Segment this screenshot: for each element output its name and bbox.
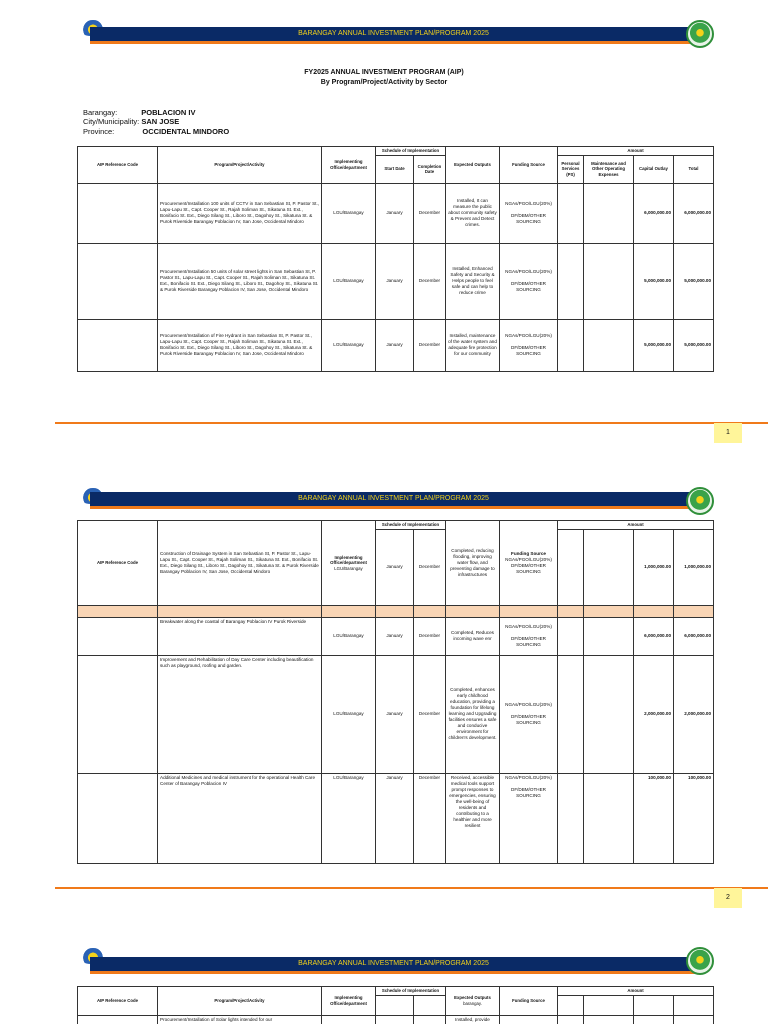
- table-row: [78, 183, 714, 243]
- funding-line-2: DF/DBM/OTHER SOURCING: [511, 345, 546, 356]
- header-office: Implementing Office/department: [322, 147, 376, 184]
- header-funding: Funding Source: [500, 987, 558, 1016]
- funding-line-2: DF/DBM/OTHER SOURCING: [511, 213, 546, 224]
- outputs-cell: Completed, Reduces incoming wave enr: [446, 617, 500, 655]
- header-funding: Funding Source: [511, 550, 546, 556]
- header-ps: Personal Services (PS): [558, 155, 584, 183]
- outputs-cell: Completed, enhances early childhood education, providing a foundation for lifelong learning and Upgrading facilities ensures a safe and conducive environment for children's development.: [446, 655, 500, 773]
- ppa-cell: Breakwater along the coastal of Barangay Poblacion IV Purok Riverside: [158, 617, 322, 655]
- funding-line-2: DF/DBM/OTHER SOURCING: [511, 714, 546, 725]
- header-schedule: Schedule of Implementation: [376, 521, 446, 530]
- sector-divider-row: [78, 605, 714, 617]
- office-cell: LGU/Barangay: [322, 617, 376, 655]
- start-cell: January: [376, 655, 414, 773]
- barangay-label: Barangay:: [83, 108, 118, 117]
- total-cell: 5,000,000.00: [674, 243, 714, 319]
- outputs-cell: Installed, maintenance of the water system and adequate fire protection for our community: [446, 319, 500, 371]
- capital-outlay-cell: 6,000,000.00: [634, 183, 674, 243]
- page-number: 2: [714, 888, 742, 908]
- page-2: [0, 470, 768, 885]
- header-co: Capital Outlay: [634, 155, 674, 183]
- total-cell: 100,000.00: [674, 773, 714, 863]
- outputs-cell: Installed, Enhanced Safety and Security & Helps people to feel safe and can help to reduce crime: [446, 243, 500, 319]
- funding-line-2: DF/DBM/OTHER SOURCING: [511, 636, 546, 647]
- capital-outlay-cell: 2,000,000.00: [634, 655, 674, 773]
- page-separator: [55, 422, 768, 424]
- start-cell: January: [376, 319, 414, 371]
- header-ppa: Program/Project/Activity: [158, 987, 322, 1016]
- funding-cell: [500, 243, 558, 319]
- municipal-seal-icon: [686, 20, 714, 48]
- funding-cell: [500, 183, 558, 243]
- header-amount: Amount: [558, 521, 714, 530]
- table-row: [78, 1015, 714, 1024]
- header-office-label: Implementing Office/department: [330, 554, 367, 565]
- total-cell: 6,000,000.00: [674, 617, 714, 655]
- end-cell: December: [414, 617, 446, 655]
- province-label: Province:: [83, 127, 115, 136]
- banner-underline: [90, 506, 697, 509]
- ppa-cell: Procurement/Installation of Fire Hydrant in San Sebastian St, P. Pastor St., Lapu-Lapu St., Capt. Cooper St., Rajah Soliman St., Sikatuna St. Ext., Bonifacio St. Ext., Diego Silang St., Liboro St., Dagohoy St., Sikatuna St. & Purok Riverside Barangay Poblacion IV, San Jose, Occidental Mindoro: [158, 319, 322, 371]
- ppa-cell: Procurement/Installation 50 units of solar street lights in San Sebastian St, P. Pastor St., Lapu-Lapu St., Capt. Cooper St., Rajah Soliman St., Sikatuna St. Ext., Bonifacio St. Ext., Diego Silang St., Liboro St., Dagohoy St., Sikatuna St. & Purok Riverside Barangay Poblacion IV, San Jose, Occidental Mindoro: [158, 243, 322, 319]
- page-separator: [55, 887, 768, 889]
- header-total: Total: [674, 155, 714, 183]
- header-aip-code: AIP Reference Code: [78, 147, 158, 184]
- header-amount: Amount: [558, 147, 714, 156]
- table-row: [78, 773, 714, 863]
- office-cell: LGU/Barangay: [334, 565, 363, 571]
- header-completion: Completion Date: [414, 155, 446, 183]
- funding-line-1: NGAs/PGO/LGU(20%): [505, 201, 552, 206]
- outputs-cell: Completed, reducing flooding, improving water flow, and preventing damage to infrastructures: [446, 521, 500, 606]
- city-line: [83, 117, 179, 126]
- outputs-cell: Installed, It can measure the public about community safety & Prevent and Detect crimes.: [446, 183, 500, 243]
- page-1: [0, 0, 768, 420]
- aip-table-page3: [77, 986, 714, 1024]
- header-start: Start Date: [376, 155, 414, 183]
- office-cell: LGU/Barangay: [322, 243, 376, 319]
- ppa-cell: Construction of Drainage System in San Sebastian St, P. Pastor St., Lapu-Lapu St., Capt. Cooper St., Rajah Soliman St., Sikatuna St. Ext., Bonifacio St. Ext., Diego Silang St., Liboro St., Dagohoy St., Sikatuna St. & Purok Riverside Barangay Poblacion IV, San Jose, Occidental Mindoro: [158, 521, 322, 606]
- end-cell: December: [414, 773, 446, 863]
- city-label: City/Municipality:: [83, 117, 140, 126]
- ppa-cell: Additional Medicines and medical instrument for the operational Health Care Center of Barangay Poblacion IV: [158, 773, 322, 863]
- funding-line-1: NGAs/PGO/LGU(20%): [505, 624, 552, 629]
- funding-cell: [500, 655, 558, 773]
- outputs-cell: Received, accessible medical tools support prompt responses to emergencies, ensuring the well-being of residents and contributing to a healthier and more resilient: [446, 773, 500, 863]
- capital-outlay-cell: 1,000,000.00: [634, 529, 674, 605]
- header-funding: Funding Source: [500, 147, 558, 184]
- header-outputs-label: Expected Outputs: [454, 995, 491, 1001]
- barangay-value: POBLACION IV: [141, 108, 196, 117]
- start-cell: January: [376, 183, 414, 243]
- header-amount: Amount: [558, 987, 714, 996]
- table-row: [78, 617, 714, 655]
- funding-line-1: NGAs/PGO/LGU(20%): [505, 269, 552, 274]
- end-cell: December: [414, 319, 446, 371]
- header-mooe: Maintenance and Other Operating Expenses: [584, 155, 634, 183]
- end-cell: December: [414, 529, 446, 605]
- barangay-line: [83, 108, 195, 117]
- end-cell: December: [414, 655, 446, 773]
- doc-subtitle: By Program/Project/Activity by Sector: [320, 79, 448, 86]
- total-cell: 5,000,000.00: [674, 319, 714, 371]
- table-row: [78, 243, 714, 319]
- header-aip-code: AIP Reference Code: [78, 521, 158, 606]
- header-office: [322, 521, 376, 606]
- total-cell: 2,000,000.00: [674, 655, 714, 773]
- banner-underline: [90, 971, 697, 974]
- start-cell: January: [376, 243, 414, 319]
- table-row: [78, 655, 714, 773]
- city-value: SAN JOSE: [141, 117, 180, 126]
- start-cell: January: [376, 529, 414, 605]
- province-value: OCCIDENTAL MINDORO: [142, 127, 230, 136]
- municipal-seal-icon: [686, 487, 714, 515]
- banner: BARANGAY ANNUAL INVESTMENT PLAN/PROGRAM 2025: [90, 27, 697, 41]
- header-outputs: [446, 987, 500, 1016]
- page-3: [0, 940, 768, 1024]
- table-row: [78, 319, 714, 371]
- funding-line-2: DF/DBM/OTHER SOURCING: [511, 281, 546, 292]
- funding-line-2: DF/DBM/OTHER SOURCING: [511, 562, 546, 574]
- aip-table-page1: [77, 146, 714, 372]
- capital-outlay-cell: 5,000,000.00: [634, 319, 674, 371]
- header-schedule: Schedule of Implementation: [376, 147, 446, 156]
- outputs-continued: barangay.: [463, 1000, 482, 1006]
- ppa-cell: Procurement/Installation 100 units of CCTV in San Sebastian St, P. Pastor St., Lapu-Lapu St., Capt. Cooper St., Rajah Soliman St., Sikatuna St. Ext., Bonifacio St. Ext., Diego Silang St., Liboro St., Dagohoy St., Sikatuna St. & Purok Riverside Barangay Poblacion IV, San Jose, Occidental Mindoro: [158, 183, 322, 243]
- aip-table-page2: [77, 520, 714, 864]
- header-aip-code: AIP Reference Code: [78, 987, 158, 1016]
- header-outputs: Expected Outputs: [446, 147, 500, 184]
- header-office: Implementing Office/department: [322, 987, 376, 1016]
- ppa-cell: Improvement and Rehabilitation of Day Care Center including beautification such as playground, roofing and garden.: [158, 655, 322, 773]
- funding-line-2: DF/DBM/OTHER SOURCING: [511, 786, 546, 798]
- header-schedule: Schedule of Implementation: [376, 987, 446, 996]
- capital-outlay-cell: 5,000,000.00: [634, 243, 674, 319]
- funding-cell: [500, 319, 558, 371]
- funding-cell: [500, 617, 558, 655]
- start-cell: January: [376, 617, 414, 655]
- capital-outlay-cell: 6,000,000.00: [634, 617, 674, 655]
- funding-line-1: NGAs/PGO/LGU(20%): [505, 333, 552, 338]
- municipal-seal-icon: [686, 947, 714, 975]
- total-cell: 1,000,000.00: [674, 529, 714, 605]
- total-cell: 6,000,000.00: [674, 183, 714, 243]
- capital-outlay-cell: 100,000.00: [634, 773, 674, 863]
- header-ppa: Program/Project/Activity: [158, 147, 322, 184]
- province-line: [83, 127, 229, 136]
- office-cell: LGU/Barangay: [322, 655, 376, 773]
- start-cell: January: [376, 773, 414, 863]
- end-cell: December: [414, 243, 446, 319]
- ppa-cell: Procurement/Installation of Solar lights intended for our: [158, 1015, 322, 1024]
- office-cell: LGU/Barangay: [322, 183, 376, 243]
- funding-line-1: NGAs/PGO/LGU(20%): [505, 774, 552, 780]
- banner: BARANGAY ANNUAL INVESTMENT PLAN/PROGRAM 2025: [90, 492, 697, 506]
- funding-line-1: NGAs/PGO/LGU(20%): [505, 556, 552, 562]
- page-number: 1: [714, 423, 742, 443]
- doc-title: FY2025 ANNUAL INVESTMENT PROGRAM (AIP): [304, 69, 464, 76]
- funding-cell: [500, 521, 558, 606]
- banner: BARANGAY ANNUAL INVESTMENT PLAN/PROGRAM 2025: [90, 957, 697, 971]
- end-cell: December: [414, 183, 446, 243]
- funding-cell: [500, 773, 558, 863]
- funding-line-1: NGAs/PGO/LGU(20%): [505, 702, 552, 707]
- office-cell: LGU/Barangay: [322, 319, 376, 371]
- banner-underline: [90, 41, 697, 44]
- outputs-cell: Installed, provide: [446, 1015, 500, 1024]
- office-cell: LGU/Barangay: [322, 773, 376, 863]
